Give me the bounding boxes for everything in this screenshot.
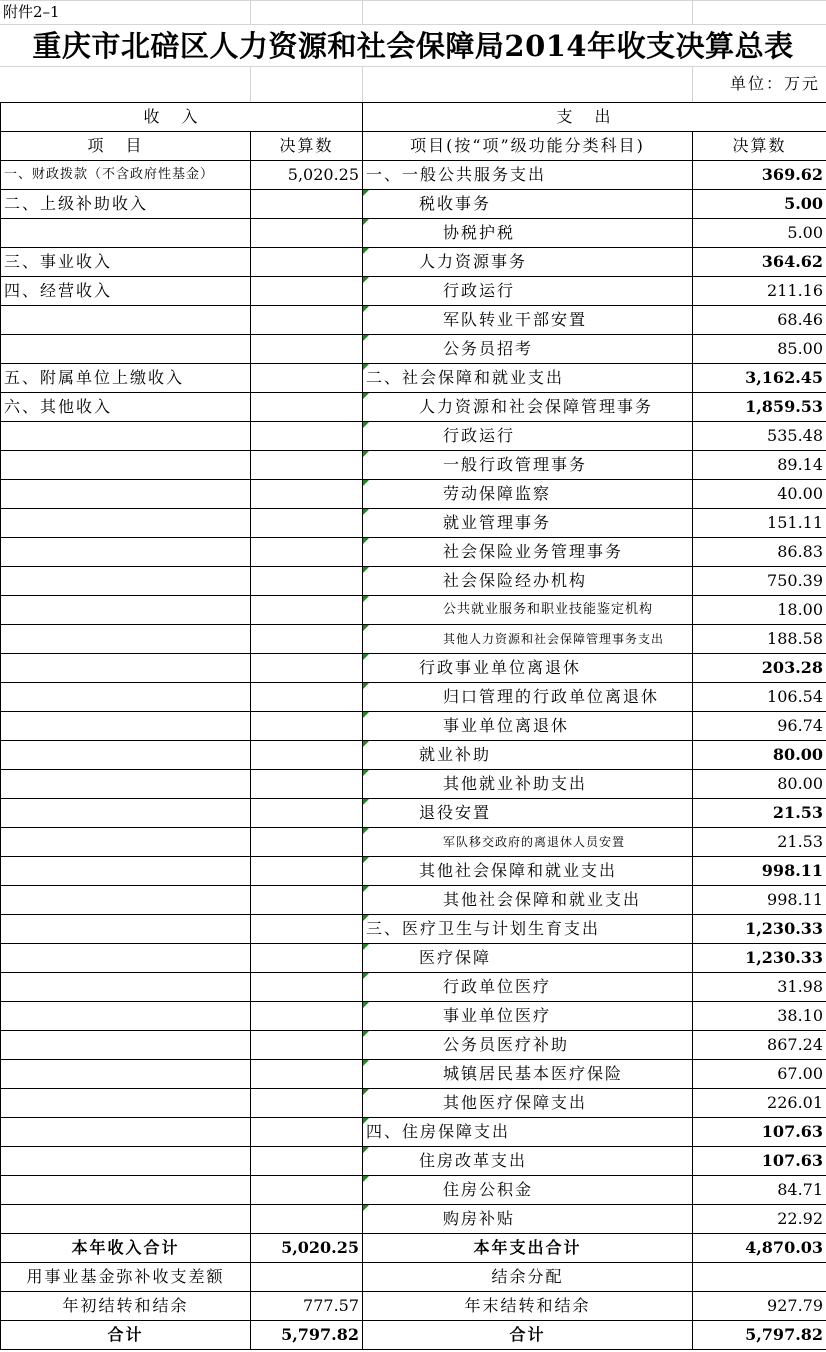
summary-income-value — [251, 1263, 363, 1292]
income-amount-cell — [251, 393, 363, 422]
expense-amount-cell: 535.48 — [693, 422, 826, 451]
income-item-cell — [1, 625, 251, 654]
attachment-label: 附件2–1 — [3, 3, 60, 21]
expense-amount-cell: 86.83 — [693, 538, 826, 567]
income-item-cell — [1, 944, 251, 973]
expense-amount-cell: 21.53 — [693, 828, 826, 857]
income-amount-cell — [251, 944, 363, 973]
income-amount-cell — [251, 277, 363, 306]
expense-item-cell: 四、住房保障支出 — [363, 1118, 693, 1147]
income-amount-cell — [251, 625, 363, 654]
expense-item-cell: 行政运行 — [363, 277, 693, 306]
table-row — [1, 1060, 826, 1089]
expense-amount-cell: 85.00 — [693, 335, 826, 364]
expense-item-cell: 公务员医疗补助 — [363, 1031, 693, 1060]
income-item-cell — [1, 451, 251, 480]
summary-income-value: 5,020.25 — [251, 1234, 363, 1263]
income-amount-cell — [251, 741, 363, 770]
table-row — [1, 422, 826, 451]
summary-expense-label: 结余分配 — [363, 1263, 693, 1292]
income-amount-cell — [251, 683, 363, 712]
expense-amount-cell: 1,230.33 — [693, 944, 826, 973]
table-row — [1, 306, 826, 335]
summary-expense-label: 年末结转和结余 — [363, 1292, 693, 1321]
expense-item-cell: 其他就业补助支出 — [363, 770, 693, 799]
summary-income-label: 本年收入合计 — [1, 1234, 251, 1263]
expense-amount-cell: 203.28 — [693, 654, 826, 683]
expense-amount-cell: 211.16 — [693, 277, 826, 306]
expense-amount-cell: 22.92 — [693, 1205, 826, 1234]
income-amount-cell — [251, 770, 363, 799]
income-item-cell — [1, 886, 251, 915]
expense-amount-cell: 107.63 — [693, 1118, 826, 1147]
budget-table — [0, 102, 826, 1350]
income-amount-cell — [251, 799, 363, 828]
expense-amount-cell: 1,859.53 — [693, 393, 826, 422]
expense-amount-cell: 364.62 — [693, 248, 826, 277]
table-row — [1, 480, 826, 509]
expense-item-cell: 就业补助 — [363, 741, 693, 770]
income-item-cell: 二、上级补助收入 — [1, 190, 251, 219]
expense-amount-cell: 750.39 — [693, 567, 826, 596]
table-row — [1, 886, 826, 915]
income-item-cell — [1, 1031, 251, 1060]
summary-income-label: 合计 — [1, 1321, 251, 1350]
income-amount-cell — [251, 1060, 363, 1089]
expense-amount-cell: 226.01 — [693, 1089, 826, 1118]
income-amount-cell — [251, 480, 363, 509]
expense-amount-cell: 96.74 — [693, 712, 826, 741]
table-row — [1, 1089, 826, 1118]
income-amount-cell — [251, 306, 363, 335]
expense-amount-cell: 18.00 — [693, 596, 826, 625]
income-item-cell — [1, 1147, 251, 1176]
income-amount-cell — [251, 335, 363, 364]
income-amount-cell — [251, 1031, 363, 1060]
expense-item-cell: 军队转业干部安置 — [363, 306, 693, 335]
income-item-cell — [1, 219, 251, 248]
income-item-cell — [1, 1089, 251, 1118]
income-item-cell: 六、其他收入 — [1, 393, 251, 422]
income-item-cell — [1, 915, 251, 944]
income-amount-cell — [251, 596, 363, 625]
income-item-cell — [1, 335, 251, 364]
income-amount-cell — [251, 422, 363, 451]
table-row — [1, 1176, 826, 1205]
income-amount-cell — [251, 857, 363, 886]
expense-item-cell: 其他人力资源和社会保障管理事务支出 — [363, 625, 693, 654]
expense-amount-cell: 40.00 — [693, 480, 826, 509]
income-amount-cell — [251, 915, 363, 944]
expense-item-cell: 行政单位医疗 — [363, 973, 693, 1002]
income-item-cell — [1, 712, 251, 741]
income-amount-cell: 5,020.25 — [251, 161, 363, 190]
summary-expense-value: 5,797.82 — [693, 1321, 826, 1350]
expense-item-cell: 购房补贴 — [363, 1205, 693, 1234]
table-row — [1, 1118, 826, 1147]
income-amount-cell — [251, 973, 363, 1002]
expense-item-cell: 医疗保障 — [363, 944, 693, 973]
table-row — [1, 799, 826, 828]
expense-item-cell: 一般行政管理事务 — [363, 451, 693, 480]
table-row — [1, 1031, 826, 1060]
expense-item-cell: 住房改革支出 — [363, 1147, 693, 1176]
expense-item-cell: 其他社会保障和就业支出 — [363, 857, 693, 886]
expense-item-cell: 其他医疗保障支出 — [363, 1089, 693, 1118]
income-amount-cell — [251, 654, 363, 683]
expense-item-cell: 税收事务 — [363, 190, 693, 219]
table-row — [1, 712, 826, 741]
expense-item-cell: 公务员招考 — [363, 335, 693, 364]
expense-amount-cell: 106.54 — [693, 683, 826, 712]
expense-amount-cell: 5.00 — [693, 219, 826, 248]
income-amount-cell — [251, 1089, 363, 1118]
expense-item-cell: 三、医疗卫生与计划生育支出 — [363, 915, 693, 944]
summary-income-value: 777.57 — [251, 1292, 363, 1321]
expense-item-cell: 一、一般公共服务支出 — [363, 161, 693, 190]
table-row — [1, 509, 826, 538]
table-row — [1, 1147, 826, 1176]
expense-amount-cell: 188.58 — [693, 625, 826, 654]
expense-item-cell: 社会保险业务管理事务 — [363, 538, 693, 567]
income-item-cell — [1, 654, 251, 683]
expense-item-cell: 行政事业单位离退休 — [363, 654, 693, 683]
expense-item-cell: 事业单位离退休 — [363, 712, 693, 741]
income-item-cell — [1, 741, 251, 770]
expense-item-cell: 军队移交政府的离退休人员安置 — [363, 828, 693, 857]
expense-item-cell: 归口管理的行政单位离退休 — [363, 683, 693, 712]
income-amount-cell — [251, 248, 363, 277]
income-item-cell — [1, 828, 251, 857]
expense-amount-header: 决算数 — [693, 132, 826, 161]
expense-item-cell: 公共就业服务和职业技能鉴定机构 — [363, 596, 693, 625]
table-row — [1, 828, 826, 857]
table-row — [1, 741, 826, 770]
expense-item-cell: 协税护税 — [363, 219, 693, 248]
summary-expense-value: 927.79 — [693, 1292, 826, 1321]
expense-amount-cell: 998.11 — [693, 857, 826, 886]
table-row — [1, 596, 826, 625]
expense-item-cell: 城镇居民基本医疗保险 — [363, 1060, 693, 1089]
expense-item-cell: 社会保险经办机构 — [363, 567, 693, 596]
income-item-cell — [1, 1002, 251, 1031]
income-item-cell — [1, 422, 251, 451]
page-title: 重庆市北碚区人力资源和社会保障局2014年收支决算总表 — [32, 29, 794, 63]
expense-amount-cell: 31.98 — [693, 973, 826, 1002]
table-row — [1, 538, 826, 567]
expense-amount-cell: 89.14 — [693, 451, 826, 480]
expense-amount-cell: 1,230.33 — [693, 915, 826, 944]
income-amount-cell — [251, 1176, 363, 1205]
income-item-cell — [1, 799, 251, 828]
income-amount-cell — [251, 567, 363, 596]
income-amount-cell — [251, 509, 363, 538]
expense-item-cell: 住房公积金 — [363, 1176, 693, 1205]
income-amount-cell — [251, 538, 363, 567]
summary-expense-value: 4,870.03 — [693, 1234, 826, 1263]
income-item-cell: 五、附属单位上缴收入 — [1, 364, 251, 393]
unit-label: 单位：万元 — [729, 74, 820, 93]
income-amount-cell — [251, 219, 363, 248]
expense-header: 支出 — [363, 103, 826, 132]
summary-income-label: 年初结转和结余 — [1, 1292, 251, 1321]
summary-row — [1, 1263, 826, 1292]
summary-row — [1, 1234, 826, 1263]
expense-item-cell: 行政运行 — [363, 422, 693, 451]
income-item-cell — [1, 1176, 251, 1205]
expense-item-cell: 就业管理事务 — [363, 509, 693, 538]
summary-expense-label: 合计 — [363, 1321, 693, 1350]
expense-amount-cell: 5.00 — [693, 190, 826, 219]
table-row — [1, 625, 826, 654]
table-row — [1, 654, 826, 683]
table-row — [1, 567, 826, 596]
income-item-cell — [1, 973, 251, 1002]
expense-item-cell: 其他社会保障和就业支出 — [363, 886, 693, 915]
expense-amount-cell: 998.11 — [693, 886, 826, 915]
summary-expense-value — [693, 1263, 826, 1292]
header-row-sections — [1, 103, 826, 132]
summary-income-label: 用事业基金弥补收支差额 — [1, 1263, 251, 1292]
income-amount-cell — [251, 451, 363, 480]
income-amount-cell — [251, 828, 363, 857]
income-item-cell — [1, 770, 251, 799]
expense-amount-cell: 38.10 — [693, 1002, 826, 1031]
income-amount-cell — [251, 1002, 363, 1031]
summary-expense-label: 本年支出合计 — [363, 1234, 693, 1263]
table-row — [1, 451, 826, 480]
expense-amount-cell: 151.11 — [693, 509, 826, 538]
table-row — [1, 161, 826, 190]
table-row — [1, 683, 826, 712]
table-row — [1, 277, 826, 306]
expense-amount-cell: 84.71 — [693, 1176, 826, 1205]
header-row-columns — [1, 132, 826, 161]
summary-income-value: 5,797.82 — [251, 1321, 363, 1350]
expense-item-header: 项目(按“项”级功能分类科目) — [363, 132, 693, 161]
summary-row — [1, 1321, 826, 1350]
income-item-cell — [1, 596, 251, 625]
income-header: 收入 — [1, 103, 363, 132]
income-amount-header: 决算数 — [251, 132, 363, 161]
income-item-header: 项目 — [1, 132, 251, 161]
table-row — [1, 1205, 826, 1234]
expense-item-cell: 退役安置 — [363, 799, 693, 828]
expense-amount-cell: 369.62 — [693, 161, 826, 190]
summary-row — [1, 1292, 826, 1321]
income-item-cell: 一、财政拨款（不含政府性基金） — [1, 161, 251, 190]
expense-amount-cell: 68.46 — [693, 306, 826, 335]
income-amount-cell — [251, 1205, 363, 1234]
income-amount-cell — [251, 886, 363, 915]
table-row — [1, 944, 826, 973]
income-item-cell — [1, 1118, 251, 1147]
income-amount-cell — [251, 190, 363, 219]
income-amount-cell — [251, 1147, 363, 1176]
table-row — [1, 770, 826, 799]
income-item-cell — [1, 306, 251, 335]
table-row — [1, 1002, 826, 1031]
income-amount-cell — [251, 1118, 363, 1147]
expense-amount-cell: 867.24 — [693, 1031, 826, 1060]
income-amount-cell — [251, 364, 363, 393]
income-item-cell: 三、事业收入 — [1, 248, 251, 277]
income-item-cell — [1, 509, 251, 538]
income-item-cell — [1, 683, 251, 712]
expense-amount-cell: 80.00 — [693, 770, 826, 799]
table-row — [1, 857, 826, 886]
table-row — [1, 219, 826, 248]
income-item-cell — [1, 857, 251, 886]
table-row — [1, 364, 826, 393]
expense-amount-cell: 67.00 — [693, 1060, 826, 1089]
income-item-cell — [1, 480, 251, 509]
table-row — [1, 915, 826, 944]
expense-item-cell: 事业单位医疗 — [363, 1002, 693, 1031]
expense-amount-cell: 80.00 — [693, 741, 826, 770]
income-item-cell — [1, 1060, 251, 1089]
expense-amount-cell: 107.63 — [693, 1147, 826, 1176]
expense-item-cell: 二、社会保障和就业支出 — [363, 364, 693, 393]
table-row — [1, 190, 826, 219]
income-item-cell — [1, 538, 251, 567]
table-row — [1, 393, 826, 422]
table-row — [1, 335, 826, 364]
expense-amount-cell: 3,162.45 — [693, 364, 826, 393]
table-row — [1, 248, 826, 277]
table-row — [1, 973, 826, 1002]
income-item-cell — [1, 1205, 251, 1234]
income-item-cell — [1, 567, 251, 596]
expense-item-cell: 劳动保障监察 — [363, 480, 693, 509]
income-item-cell: 四、经营收入 — [1, 277, 251, 306]
income-amount-cell — [251, 712, 363, 741]
expense-item-cell: 人力资源事务 — [363, 248, 693, 277]
expense-amount-cell: 21.53 — [693, 799, 826, 828]
expense-item-cell: 人力资源和社会保障管理事务 — [363, 393, 693, 422]
